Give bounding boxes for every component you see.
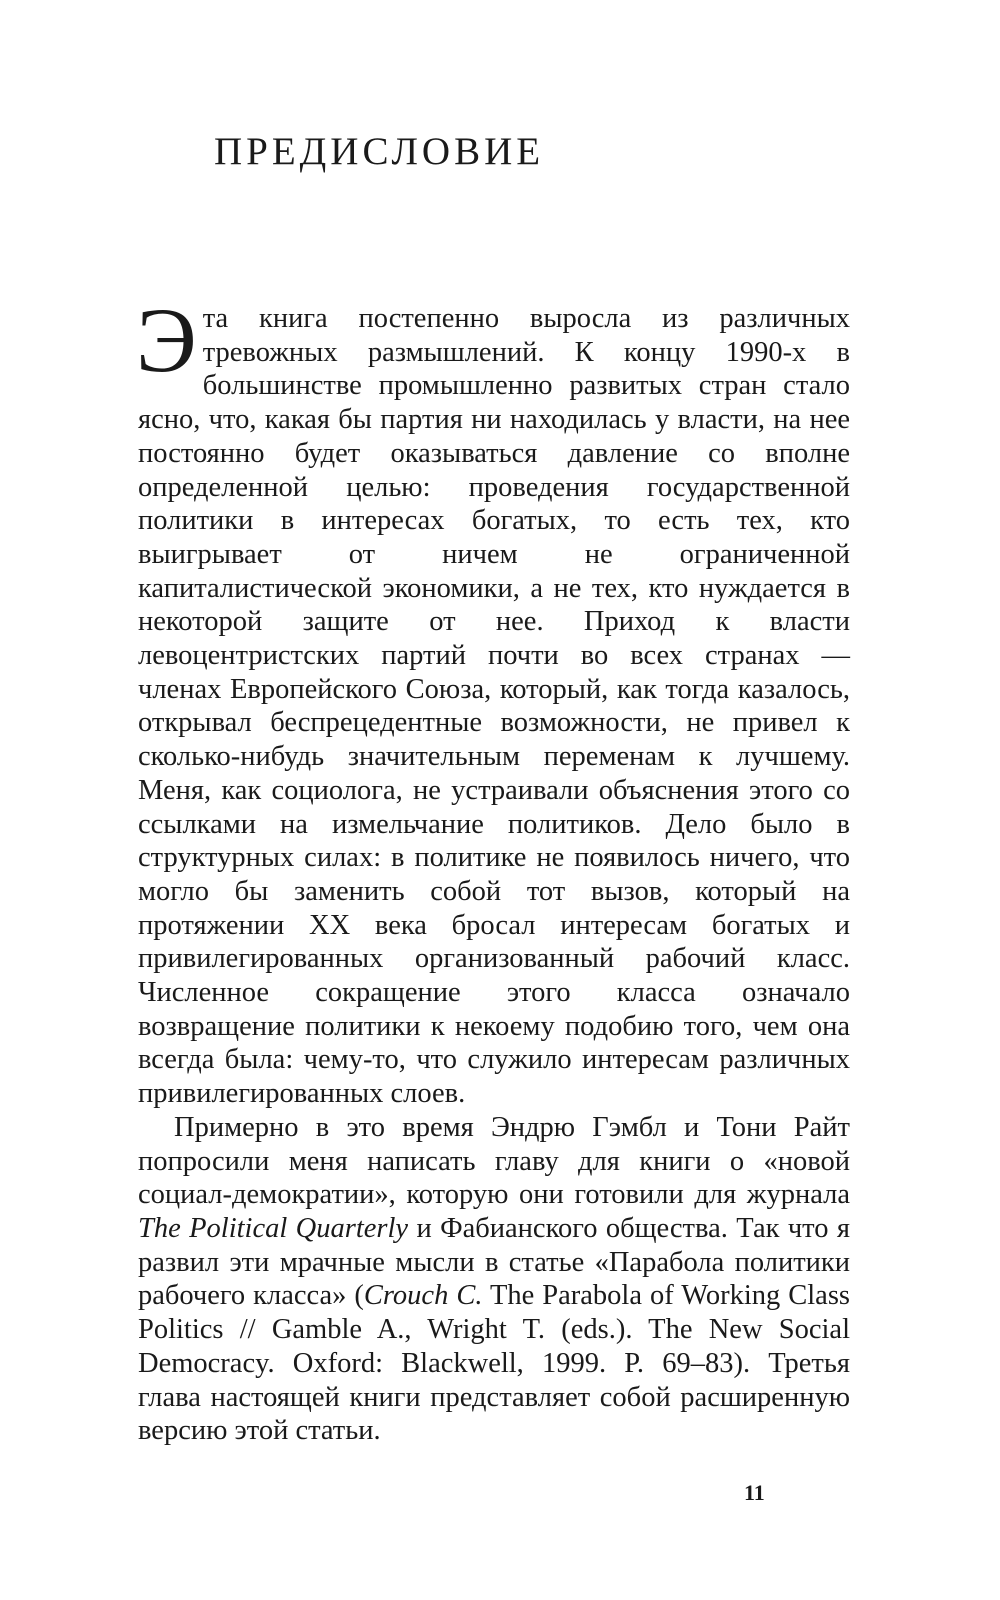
page-number: 11: [744, 1480, 765, 1505]
drop-cap: Э: [136, 289, 197, 391]
body-text: [136, 289, 851, 1448]
paragraph-1: [136, 289, 850, 1111]
chapter-title: ПРЕДИСЛОВИЕ: [214, 130, 545, 173]
paragraph-2-part-3: The Parabola of Working Class Politics // Gamble A., Wright T. (eds.). The New Social Democracy. Oxford: Blackwell, 1999. P. 69–83). Третья глава настоящей книги представляет собой расширенную версию этой статьи.: [138, 1280, 851, 1447]
paragraph-2-part-2: и Фабианского общества. Так что я развил эти мрачные мысли в статье «Парабола политики рабочего класса» (: [138, 1212, 850, 1312]
paragraph-2-part-1: Примерно в это время Эндрю Гэмбл и Тони Райт попросили меня написать главу для книги о «новой социал-демократии», которую они готовили для журнала: [138, 1111, 850, 1211]
journal-title: The Political Quarterly: [138, 1212, 409, 1244]
citation-author: Crouch C.: [363, 1280, 483, 1312]
paragraph-2: [138, 1111, 850, 1448]
paragraph-1-text: та книга постепенно выросла из различных тревожных размышлений. К концу 1990-х в большинстве промышленно развитых стран стало ясно, что, какая бы партия ни находилась у власти, на нее постоянно будет оказываться давление со вполне определенной целью: проведения государственной политики в интересах богатых, то есть тех, кто выигрывает от ничем не ограниченной капиталистической экономики, а не тех, кто нуждается в некоторой защите от нее. Приход к власти левоцентристских партий почти во всех странах — членах Европейского Союза, который, как тогда казалось, открывал беспрецедентные возможности, не привел к сколько-нибудь значительным переменам к лучшему. Меня, как социолога, не устраивали объяснения этого со ссылками на измельчание политиков. Дело было в структурных силах: в политике не появилось ничего, что могло бы заменить собой тот вызов, который на протяжении XX века бросал интересам богатых и привилегированных организованный рабочий класс. Численное сокращение этого класса означало возвращение политики к некоему подобию того, чем она всегда была: чему-то, что служило интересам различных привилегированных слоев.: [138, 303, 850, 1110]
